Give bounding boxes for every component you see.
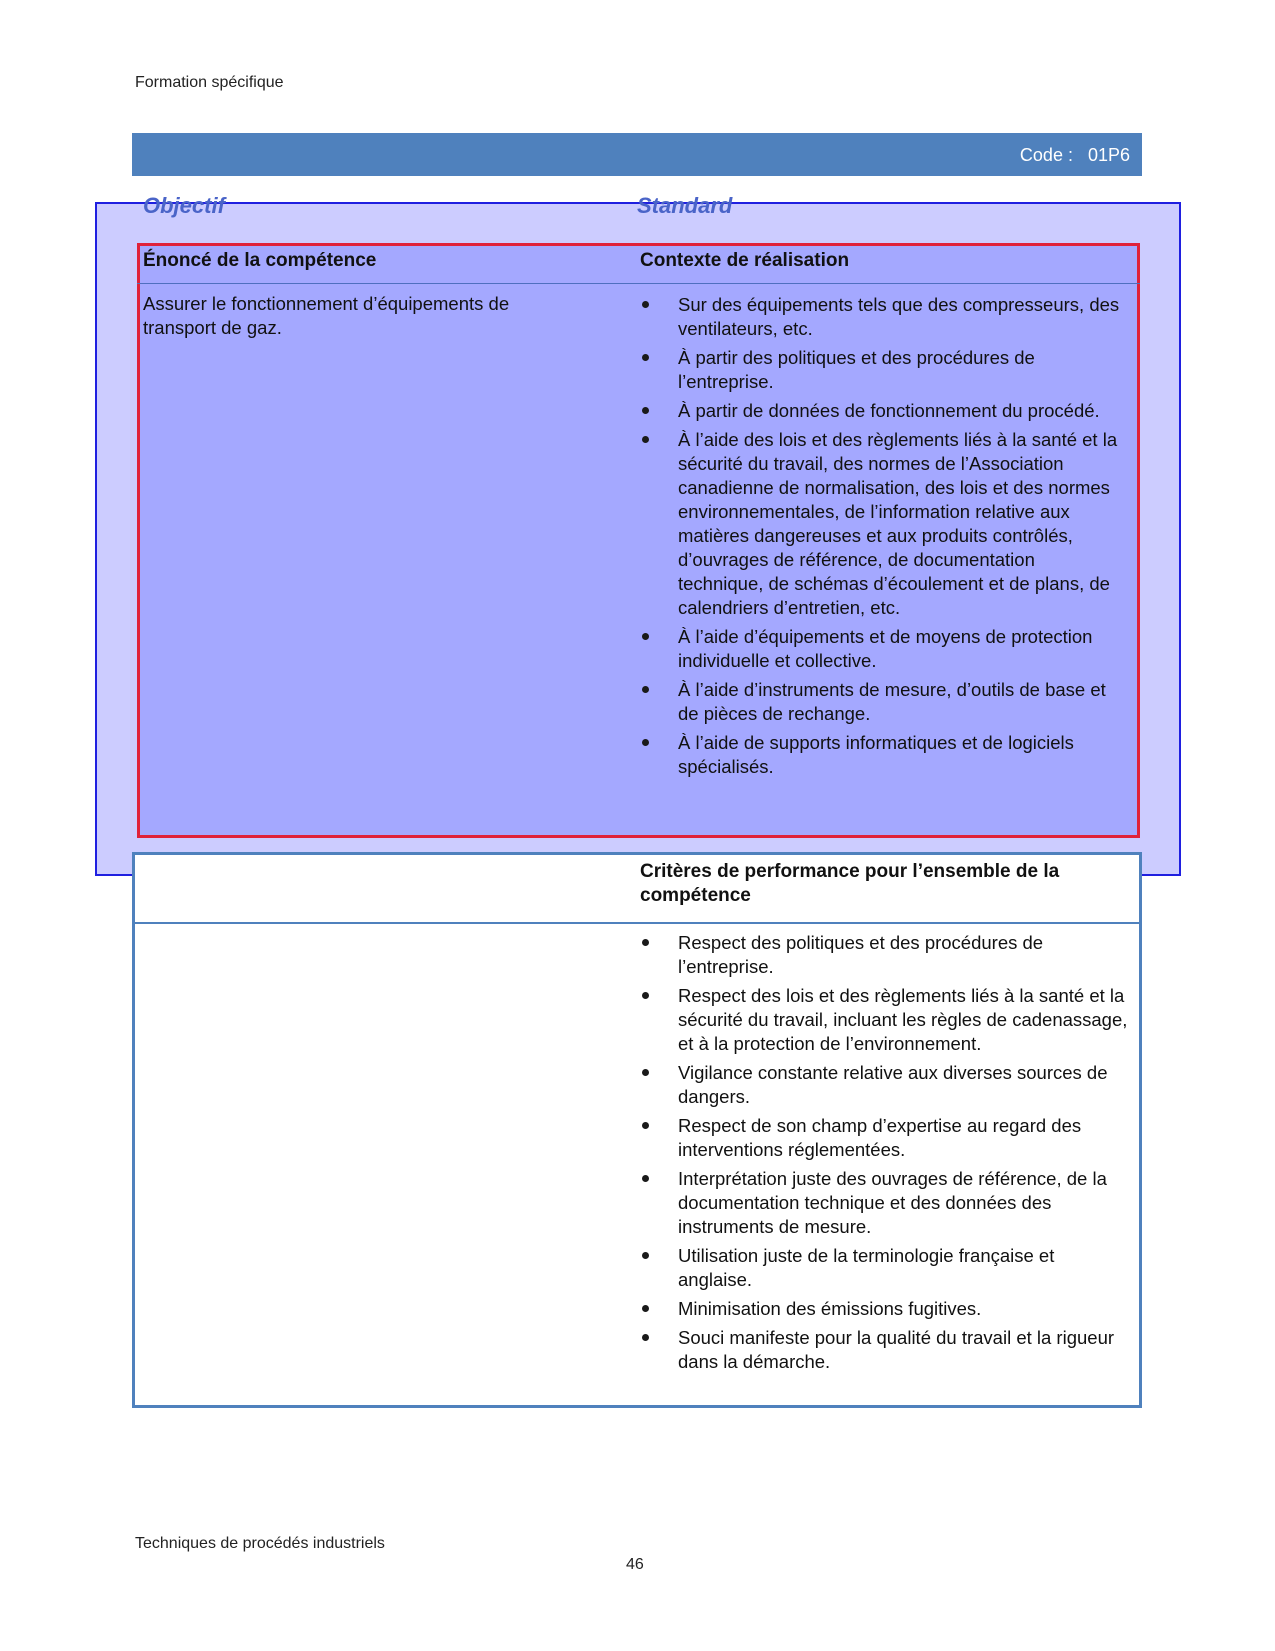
bullet-icon [642,354,649,361]
list-item [640,346,1120,394]
bullet-icon [642,992,649,999]
bullet-icon [642,1252,649,1259]
list-item [640,731,1120,779]
bullet-icon [642,633,649,640]
list-item [640,1114,1130,1162]
statement-header: Énoncé de la compétence [143,250,377,271]
list-item-text: À l’aide de supports informatiques et de logiciels spécialisés. [678,732,1074,777]
list-item-text: Souci manifeste pour la qualité du travail et la rigueur dans la démarche. [678,1327,1115,1372]
code-bar [132,133,1142,176]
objective-title: Objectif [143,193,225,218]
list-item [640,1061,1130,1109]
criteria-list [640,931,1130,1379]
list-item [640,931,1130,979]
bullet-icon [642,407,649,414]
bullet-icon [642,1175,649,1182]
criteria-header: Critères de performance pour l’ensemble de la compétence [640,861,1060,906]
list-item-text: Interprétation juste des ouvrages de référence, de la documentation technique et des données des instruments de mesure. [678,1168,1107,1237]
bullet-icon [642,1122,649,1129]
page-number: 46 [626,1556,644,1573]
bullet-icon [642,436,649,443]
competency-code: Code : 01P6 [1019,145,1130,165]
statement-text: Assurer le fonctionnement d’équipements de transport de gaz. [143,293,510,338]
bullet-icon [642,1305,649,1312]
context-list [640,293,1120,784]
list-item [640,625,1120,673]
list-item-text: À partir de données de fonctionnement du procédé. [678,400,1100,421]
bullet-icon [642,739,649,746]
list-item [640,1297,1130,1321]
list-item-text: À l’aide d’équipements et de moyens de protection individuelle et collective. [678,626,1093,671]
list-item-text: Respect des politiques et des procédures de l’entreprise. [678,932,1044,977]
list-item [640,1326,1130,1374]
page-header: Formation spécifique [135,74,284,91]
competence-table-divider [137,283,1140,284]
list-item-text: Minimisation des émissions fugitives. [678,1298,982,1319]
list-item-text: Vigilance constante relative aux diverses sources de dangers. [678,1062,1108,1107]
list-item [640,428,1120,620]
bullet-icon [642,1334,649,1341]
list-item-text: À l’aide des lois et des règlements liés à la santé et la sécurité du travail, des normes de l’Association canadienne de normalisation, des lois et des normes environnementales, de l’information relative aux matières dangereuses et aux produits contrôlés, d’ouvrages de référence, de documentation technique, de schémas d’écoulement et de plans, de calendriers d’entretien, etc. [678,429,1118,618]
page-footer: Techniques de procédés industriels [135,1535,385,1552]
standard-title: Standard [637,193,733,218]
bullet-icon [642,939,649,946]
list-item-text: Sur des équipements tels que des compresseurs, des ventilateurs, etc. [678,294,1120,339]
criteria-table-divider [132,922,1142,924]
list-item-text: Respect des lois et des règlements liés à la santé et la sécurité du travail, incluant les règles de cadenassage, et à la protection de l’environnement. [678,985,1128,1054]
list-item [640,678,1120,726]
list-item [640,399,1120,423]
list-item-text: À l’aide d’instruments de mesure, d’outils de base et de pièces de rechange. [678,679,1106,724]
list-item [640,1244,1130,1292]
bullet-icon [642,1069,649,1076]
bullet-icon [642,301,649,308]
list-item-text: Respect de son champ d’expertise au regard des interventions réglementées. [678,1115,1082,1160]
context-header: Contexte de réalisation [640,250,850,271]
list-item [640,293,1120,341]
bullet-icon [642,686,649,693]
list-item [640,1167,1130,1239]
list-item-text: Utilisation juste de la terminologie française et anglaise. [678,1245,1055,1290]
list-item [640,984,1130,1056]
list-item-text: À partir des politiques et des procédures de l’entreprise. [678,347,1035,392]
